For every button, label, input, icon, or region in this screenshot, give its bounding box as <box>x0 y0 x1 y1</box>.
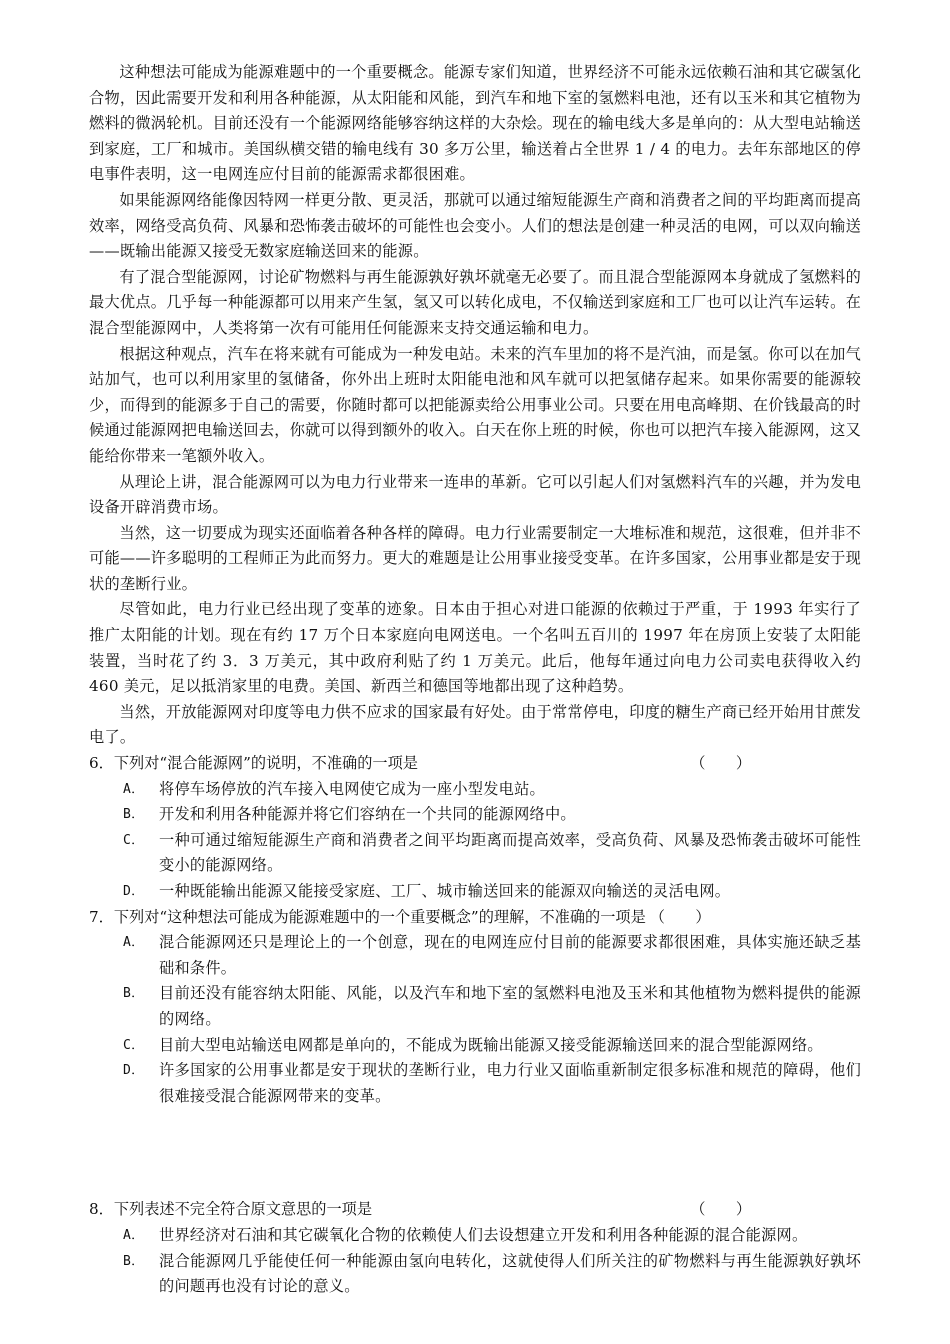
option-text: 目前还没有能容纳太阳能、风能，以及汽车和地下室的氢燃料电池及玉米和其他植物为燃料提供的能源的网络。 <box>159 984 861 1028</box>
option-letter: C． <box>123 832 145 848</box>
passage-paragraph-2: 如果能源网络能像因特网一样更分散、更灵活，那就可以通过缩短能源生产商和消费者之间的平均距离而提高效率，网络受高负荷、风暴和恐怖袭击破坏的可能性也会变小。人们的想法是创建一种灵活的电网，可以双向输送——既输出能源又接受无数家庭输送回来的能源。 <box>89 190 861 261</box>
option-text: 一种既能输出能源又能接受家庭、工厂、城市输送回来的能源双向输送的灵活电网。 <box>159 882 731 900</box>
option-text: 开发和利用各种能源并将它们容纳在一个共同的能源网络中。 <box>159 805 576 824</box>
question-8-stem <box>89 1197 861 1223</box>
question-7-stem <box>89 905 861 931</box>
question-6-answer-blank: （ ） <box>690 754 751 773</box>
question-7-option-c <box>89 1033 861 1059</box>
option-letter: A． <box>123 1227 145 1243</box>
question-6-option-c <box>89 828 861 879</box>
question-8 <box>89 1197 861 1299</box>
question-7-option-b <box>89 981 861 1032</box>
option-text: 混合能源网还只是理论上的一个创意，现在的电网连应付目前的能源要求都很困难，具体实施还缺乏基础和条件。 <box>159 933 861 977</box>
option-text: 目前大型电站输送电网都是单向的，不能成为既输出能源又接受能源输送回来的混合型能源网络。 <box>159 1035 823 1054</box>
option-text: 许多国家的公用事业都是安于现状的垄断行业，电力行业又面临重新制定很多标准和规范的障碍，他们很难接受混合能源网带来的变革。 <box>159 1061 861 1105</box>
passage-paragraph-4: 根据这种观点，汽车在将来就有可能成为一种发电站。未来的汽车里加的将不是汽油，而是氢。你可以在加气站加气，也可以利用家里的氢储备，你外出上班时太阳能电池和风车就可以把氢储存起来。如果你需要的能源较少，而得到的能源多于自己的需要，你随时都可以把能源卖给公用事业公司。只要在用电高峰期、在价钱最高的时候通过能源网把电输送回去，你就可以得到额外的收入。白天在你上班的时候，你也可以把汽车接入能源网，这又能给你带来一笔额外收入。 <box>89 344 861 465</box>
option-letter: B． <box>123 807 145 823</box>
option-text: 一种可通过缩短能源生产商和消费者之间平均距离而提高效率，受高负荷、风暴及恐怖袭击破坏可能性变小的能源网络。 <box>159 830 861 875</box>
passage-paragraph-8: 当然，开放能源网对印度等电力供不应求的国家最有好处。由于常常停电，印度的糖生产商已经开始用甘蔗发电了。 <box>89 702 861 747</box>
question-8-option-b <box>89 1249 861 1300</box>
question-7-option-d <box>89 1058 861 1109</box>
question-8-answer-blank: （ ） <box>690 1200 751 1219</box>
question-6-option-a <box>89 777 861 803</box>
question-6 <box>89 751 861 905</box>
option-letter: B． <box>123 986 145 1002</box>
passage-paragraph-5: 从理论上讲，混合能源网可以为电力行业带来一连串的革新。它可以引起人们对氢燃料汽车的兴趣，并为发电设备开辟消费市场。 <box>89 472 861 517</box>
option-text: 将停车场停放的汽车接入电网使它成为一座小型发电站。 <box>159 779 545 798</box>
option-letter: D． <box>123 884 145 899</box>
option-letter: A． <box>123 935 145 951</box>
option-letter: B． <box>123 1253 145 1269</box>
option-letter: D． <box>123 1063 145 1079</box>
option-letter: A． <box>123 781 145 797</box>
blank-space <box>89 1109 861 1197</box>
question-8-option-a <box>89 1223 861 1249</box>
document-page <box>89 60 861 1300</box>
question-7-text: 7．下列对“这种想法可能成为能源难题中的一个重要概念”的理解，不准确的一项是 <box>89 907 646 926</box>
question-6-option-d <box>89 879 861 905</box>
option-letter: C． <box>123 1037 145 1053</box>
passage-paragraph-7: 尽管如此，电力行业已经出现了变革的迹象。日本由于担心对进口能源的依赖过于严重，于 1993 年实行了推广太阳能的计划。现在有约 17 万个日本家庭向电网送电。一个名叫五百川的 1997 年在房顶上安装了太阳能装置，当时花了约 3．3 万美元，其中政府利贴了约 1 万美元。此后，他每年通过向电力公司卖电获得收入约 460 美元，足以抵消家里的电费。美国、新西兰和德国等地都出现了这种趋势。 <box>89 600 861 696</box>
passage-paragraph-6: 当然，这一切要成为现实还面临着各种各样的障碍。电力行业需要制定一大堆标准和规范，这很难，但并非不可能——许多聪明的工程师正为此而努力。更大的难题是让公用事业接受变革。在许多国家，公用事业都是安于现状的垄断行业。 <box>89 523 861 593</box>
passage-paragraph-1: 这种想法可能成为能源难题中的一个重要概念。能源专家们知道，世界经济不可能永远依赖石油和其它碳氢化合物，因此需要开发和利用各种能源，从太阳能和风能，到汽车和地下室的氢燃料电池，还有以玉米和其它植物为燃料的微涡轮机。目前还没有一个能源网络能够容纳这样的大杂烩。现在的输电线大多是单向的：从大型电站输送到家庭，工厂和城市。美国纵横交错的输电线有 30 多万公里，输送着占全世界 1 / 4 的电力。去年东部地区的停电事件表明，这一电网连应付目前的能源需求都很困难。 <box>89 63 861 184</box>
option-text: 混合能源网几乎能使任何一种能源由氢向电转化，这就使得人们所关注的矿物燃料与再生能源孰好孰坏的问题再也没有讨论的意义。 <box>159 1251 861 1296</box>
reading-passage <box>89 60 861 751</box>
question-6-stem <box>89 751 861 777</box>
passage-paragraph-3: 有了混合型能源网，讨论矿物燃料与再生能源孰好孰坏就毫无必要了。而且混合型能源网本身就成了氢燃料的最大优点。几乎每一种能源都可以用来产生氢，氢又可以转化成电，不仅输送到家庭和工厂也可以让汽车运转。在混合型能源网中，人类将第一次有可能用任何能源来支持交通运输和电力。 <box>89 267 861 337</box>
question-7 <box>89 905 861 1110</box>
option-text: 世界经济对石油和其它碳氧化合物的依赖使人们去设想建立开发和利用各种能源的混合能源网。 <box>159 1225 808 1244</box>
question-6-option-b <box>89 802 861 828</box>
question-8-text: 8．下列表述不完全符合原文意思的一项是 <box>89 1200 373 1219</box>
question-7-answer-blank: （ ） <box>649 907 711 926</box>
question-6-text: 6．下列对“混合能源网”的说明，不准确的一项是 <box>89 754 418 773</box>
question-7-option-a <box>89 930 861 981</box>
